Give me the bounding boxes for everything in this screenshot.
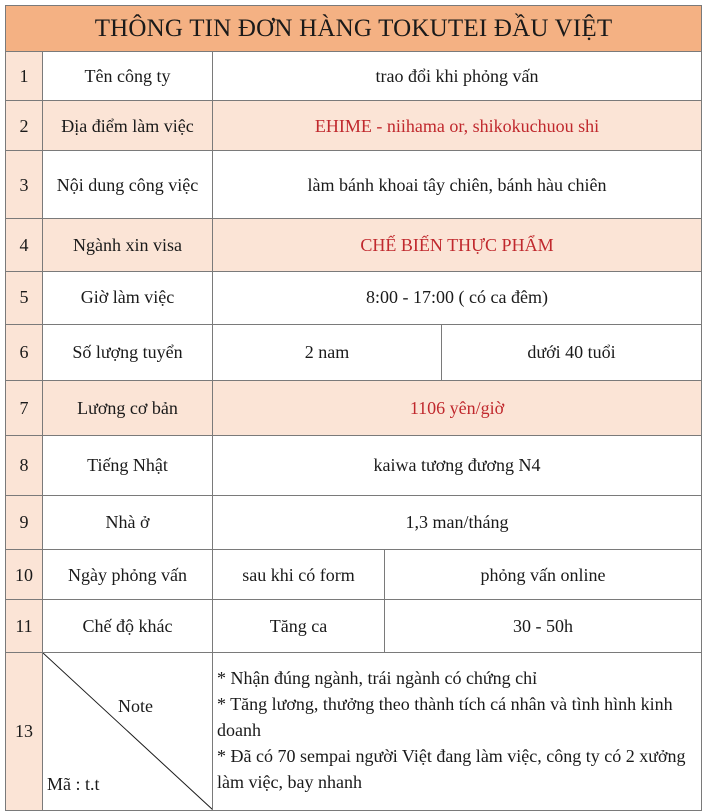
row-number: 5 (6, 271, 43, 324)
row-value: trao đổi khi phỏng vấn (213, 52, 702, 101)
row-value: CHẾ BIẾN THỰC PHẨM (213, 219, 702, 271)
note-diagonal-cell (43, 653, 213, 811)
row-number: 8 (6, 435, 43, 495)
row-value-right: 30 - 50h (385, 600, 702, 653)
row-value: 1106 yên/giờ (213, 380, 702, 435)
table-row (6, 550, 702, 600)
note-line: * Nhận đúng ngành, trái ngành có chứng chỉ (217, 668, 538, 689)
table-row (6, 435, 702, 495)
row-number: 11 (6, 600, 43, 653)
row-number: 9 (6, 496, 43, 550)
row-value: 1,3 man/tháng (213, 496, 702, 550)
row-value: làm bánh khoai tây chiên, bánh hàu chiên (213, 151, 702, 219)
row-value-left: sau khi có form (213, 550, 385, 600)
order-info-sheet (5, 5, 701, 811)
table-row (6, 101, 702, 151)
row-number: 13 (6, 653, 43, 811)
note-line: * Tăng lương, thưởng theo thành tích cá nhân và tình hình kinh doanh (217, 694, 673, 741)
note-label: Note (118, 696, 153, 717)
note-line: * Đã có 70 sempai người Việt đang làm việc, công ty có 2 xưởng làm việc, bay nhanh (217, 746, 686, 793)
row-label: Chế độ khác (43, 600, 213, 653)
row-value: EHIME - niihama or, shikokuchuou shi (213, 101, 702, 151)
row-label: Địa điểm làm việc (43, 101, 213, 151)
table-row (6, 496, 702, 550)
table-row (6, 151, 702, 219)
row-value-right: dưới 40 tuổi (442, 324, 702, 380)
row-label: Tiếng Nhật (43, 435, 213, 495)
row-label: Lương cơ bản (43, 380, 213, 435)
table-row (6, 380, 702, 435)
row-value-left: 2 nam (213, 324, 442, 380)
table-row (6, 52, 702, 101)
notes-content (213, 653, 702, 811)
order-info-table (5, 5, 702, 811)
note-row (6, 653, 702, 811)
row-number: 6 (6, 324, 43, 380)
row-number: 3 (6, 151, 43, 219)
row-value: kaiwa tương đương N4 (213, 435, 702, 495)
table-row (6, 324, 702, 380)
table-row (6, 600, 702, 653)
row-label: Nhà ở (43, 496, 213, 550)
row-label: Ngành xin visa (43, 219, 213, 271)
row-number: 4 (6, 219, 43, 271)
table-row (6, 271, 702, 324)
row-value-right: phỏng vấn online (385, 550, 702, 600)
row-value-left: Tăng ca (213, 600, 385, 653)
table-row (6, 219, 702, 271)
row-label: Nội dung công việc (43, 151, 213, 219)
order-code: Mã : t.t (47, 774, 100, 795)
row-label: Số lượng tuyển (43, 324, 213, 380)
row-number: 10 (6, 550, 43, 600)
row-label: Ngày phỏng vấn (43, 550, 213, 600)
row-number: 2 (6, 101, 43, 151)
row-label: Giờ làm việc (43, 271, 213, 324)
row-value: 8:00 - 17:00 ( có ca đêm) (213, 271, 702, 324)
sheet-title: THÔNG TIN ĐƠN HÀNG TOKUTEI ĐẦU VIỆT (6, 6, 702, 52)
row-number: 7 (6, 380, 43, 435)
row-label: Tên công ty (43, 52, 213, 101)
row-number: 1 (6, 52, 43, 101)
